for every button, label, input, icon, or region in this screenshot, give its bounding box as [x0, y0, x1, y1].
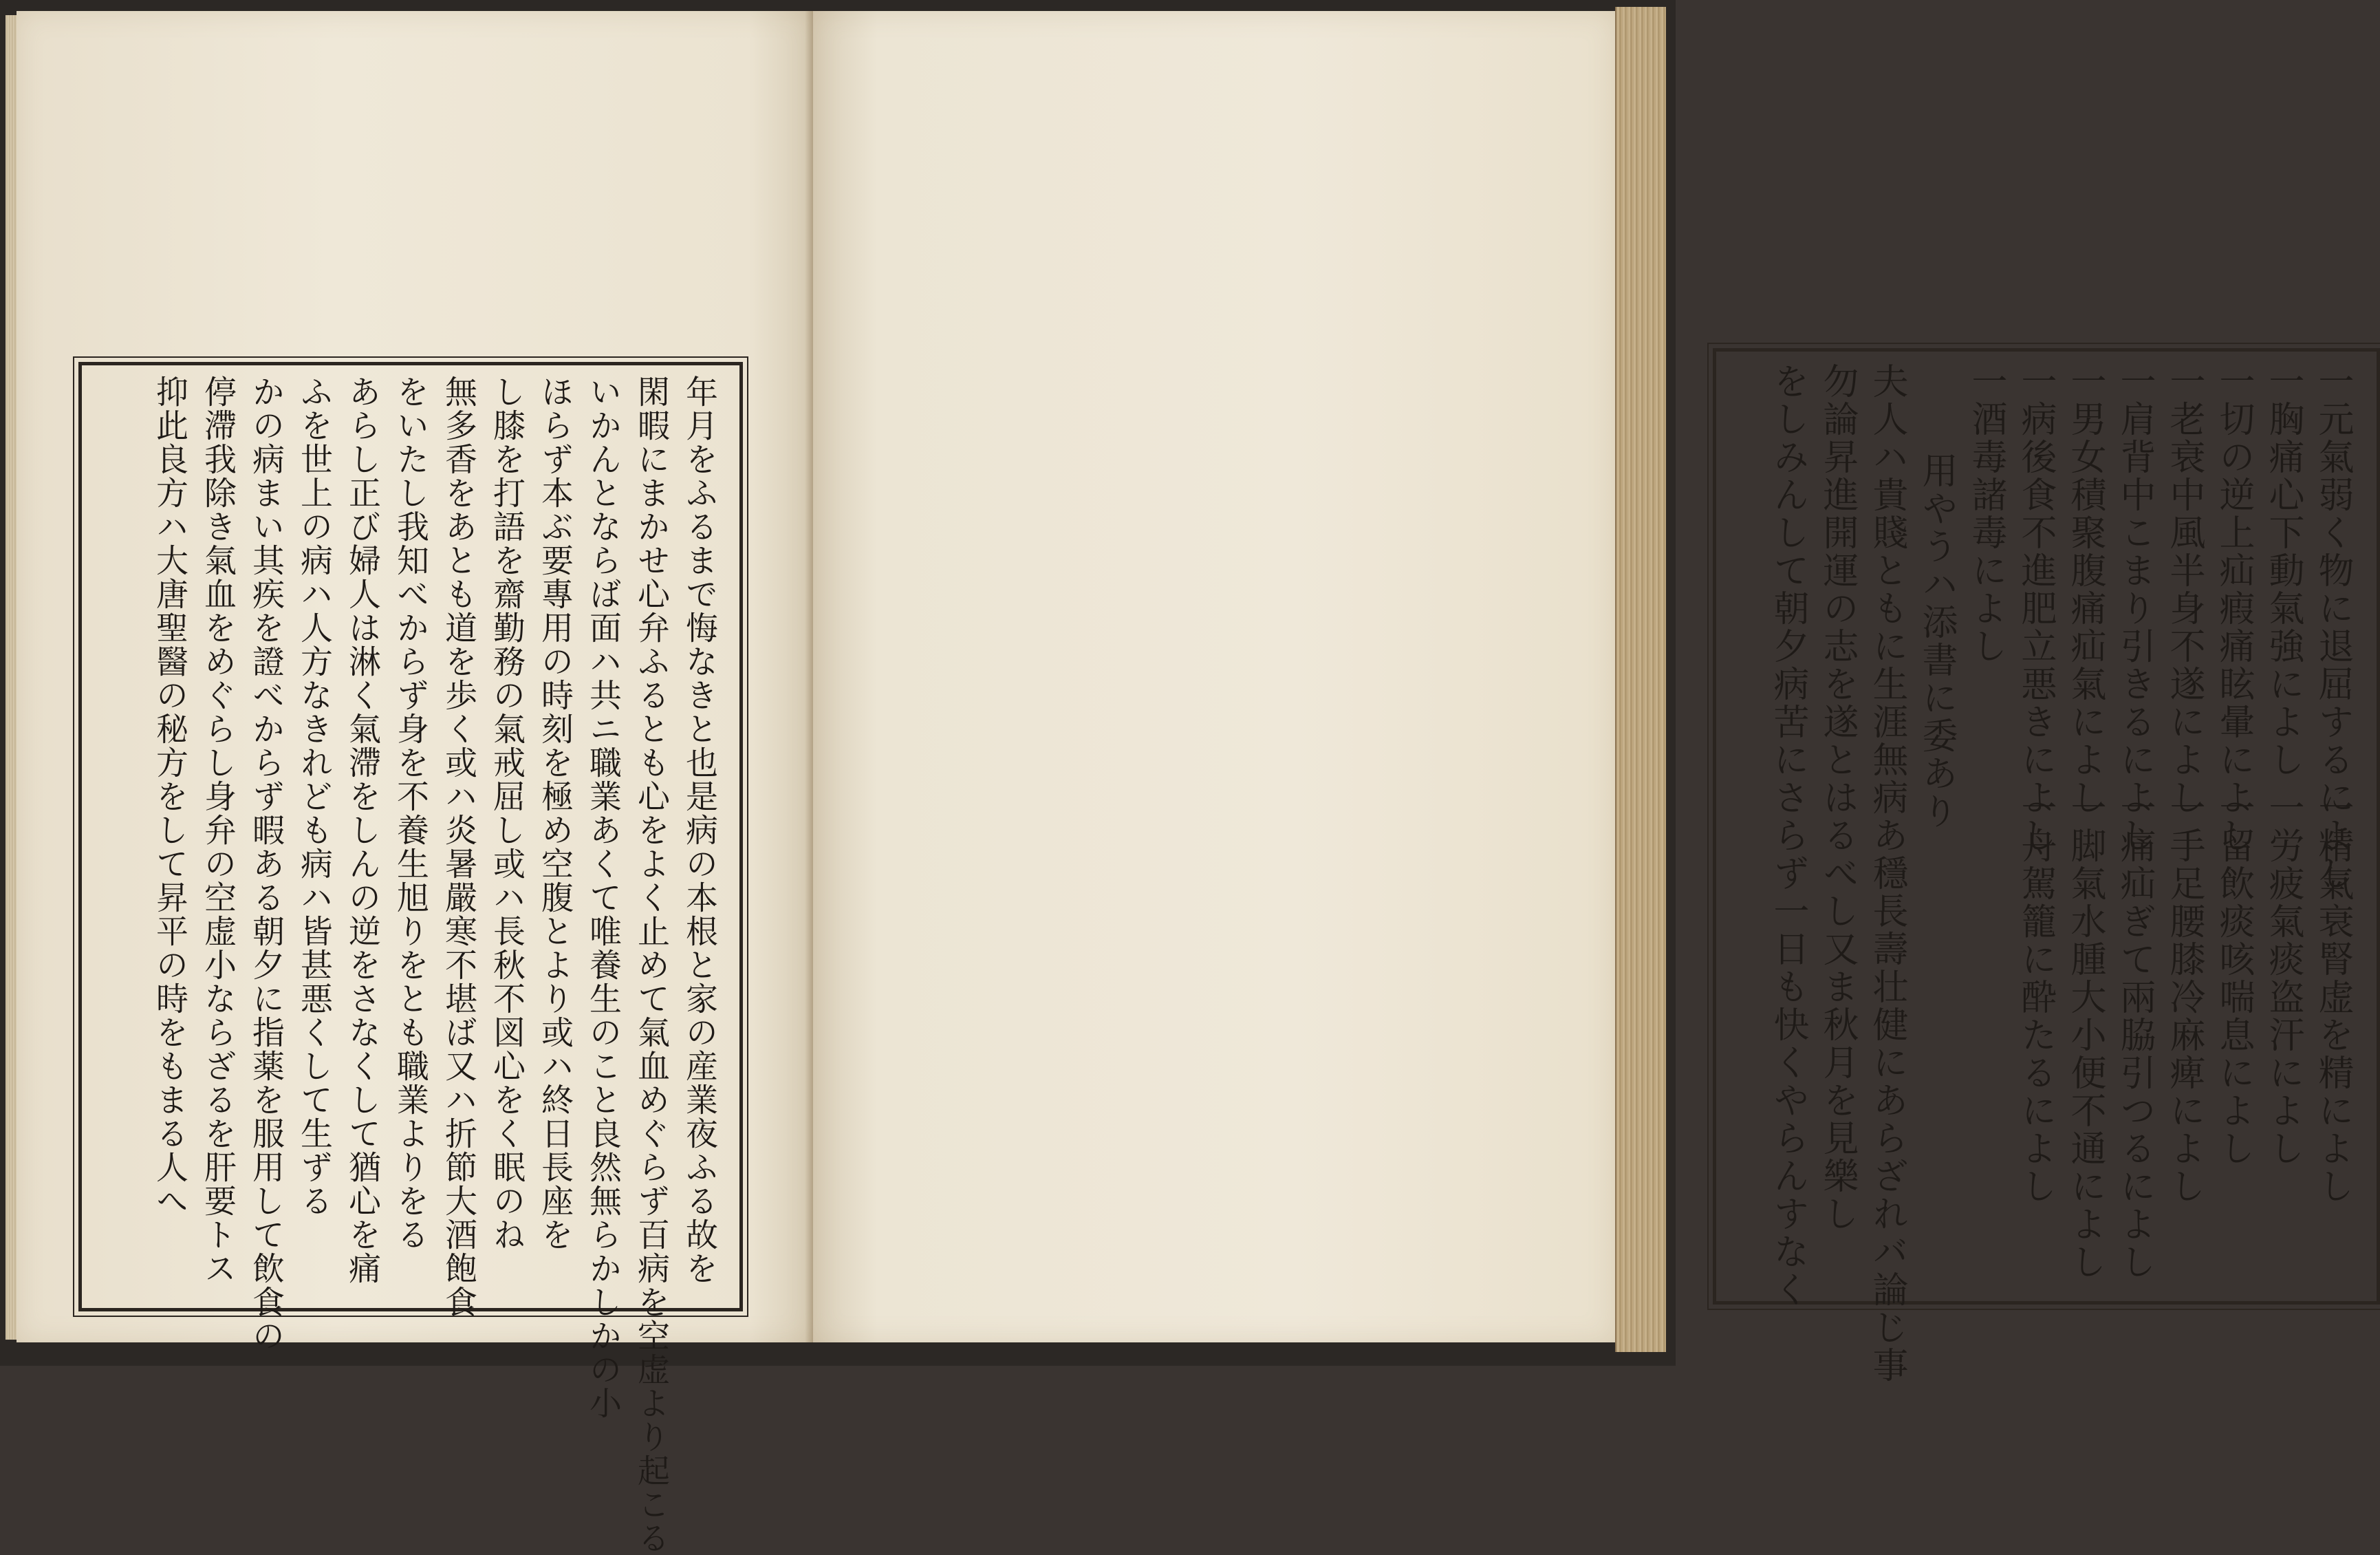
text-column: 勿論昇進開運の志を遂とはるべし又ま秋月を見樂し	[1817, 363, 1858, 1233]
left-page-text	[82, 365, 739, 1555]
text-column: し膝を打語を齋勤務の氣戒屈し或ハ長秋不図心をく眠のね	[488, 375, 526, 1252]
indication-column	[2060, 363, 2110, 1290]
left-page	[17, 11, 813, 1555]
indication-column	[2159, 363, 2209, 1290]
indication-item: 一脚氣水腫大小便不通によし	[2064, 789, 2106, 1281]
indication-item: 一男女積聚腹痛疝氣によし	[2064, 363, 2106, 817]
right-page-text	[1716, 352, 2377, 1384]
indication-column	[2110, 363, 2159, 1290]
right-text-frame	[1713, 348, 2380, 1384]
indication-item: 一舟駕籠に酔たるによし	[2015, 789, 2056, 1205]
indication-item: 一痛疝ぎて兩脇引つるによし	[2114, 789, 2155, 1281]
indication-column	[1961, 363, 2011, 1290]
usage-note: 用やうハ添書に委あり	[1916, 452, 1957, 830]
text-column: 年月をふるまで悔なきと也是病の本根と家の産業夜ふる故を	[680, 375, 718, 1285]
right-page	[813, 11, 2353, 1384]
indication-item: 一手足腰膝冷麻痺によし	[2163, 789, 2205, 1205]
text-column: をしみんして朝夕病苦にさらず一日も快くやらんすなく	[1767, 363, 1808, 1309]
indication-item: 一労疲氣痰盗汗によし	[2262, 789, 2304, 1168]
indication-item: 一病後食不進肥立悪きによし	[2015, 363, 2056, 855]
text-column: 停滯我除き氣血をめぐらし身弁の空虚小ならざるを肝要トス	[199, 375, 237, 1285]
text-column: をいたし我知べからず身を不養生旭りをとも職業よりをる	[391, 375, 429, 1252]
text-column: ふを世上の病ハ人方なきれども病ハ皆甚悪くして生ずる	[295, 375, 333, 1218]
text-column: いかんとならば面ハ共ニ職業あくて唯養生のこと良然無らかしかの小	[584, 375, 622, 1420]
indication-item: 一留飲痰咳喘息によし	[2213, 789, 2254, 1168]
text-column: かの病まい其疾を證べからず暇ある朝夕に指薬を服用して飲食の	[247, 375, 285, 1353]
indication-item: 一精氣衰腎虚を精によし	[2312, 789, 2353, 1205]
text-column: 抑此良方ハ大唐聖醫の秘方をして昇平の時をもまる人へ	[151, 375, 188, 1218]
indication-column	[2308, 363, 2357, 1290]
text-column: 夫人ハ貴賤ともに生涯無病あ穩長壽壮健にあらざれバ論じ事	[1866, 363, 1907, 1384]
text-column: 無多香をあとも道を歩く或ハ炎暑嚴寒不堪ば又ハ折節大酒飽食	[440, 375, 477, 1319]
indication-item: 一元氣弱く物に退屈するによし	[2312, 363, 2353, 892]
indication-column	[2258, 363, 2308, 1290]
indication-item: 一老衰中風半身不遂によし	[2163, 363, 2205, 817]
indication-item: 一切の逆上疝瘕痛眩暈によし	[2213, 363, 2254, 855]
text-column: 閑暇にまかせ心弁ふるとも心をよく止めて氣血めぐらず百病を空虚より起こる	[632, 375, 670, 1555]
indication-item: 一酒毒諸毒によし	[1965, 363, 2006, 665]
indication-item: 一肩背中こまり引きるによし	[2114, 363, 2155, 855]
right-page-edges	[1615, 7, 1666, 1352]
text-column: あらし正び婦人は淋く氣滯をしんの逆をさなくして猶心を痛	[343, 375, 381, 1285]
indication-column	[2011, 363, 2060, 1290]
left-text-frame	[78, 362, 743, 1555]
indication-column	[2209, 363, 2258, 1290]
indication-item: 一胸痛心下動氣強によし	[2262, 363, 2304, 779]
text-column: ほらず本ぶ要專用の時刻を極め空腹とより或ハ終日長座を	[536, 375, 574, 1252]
